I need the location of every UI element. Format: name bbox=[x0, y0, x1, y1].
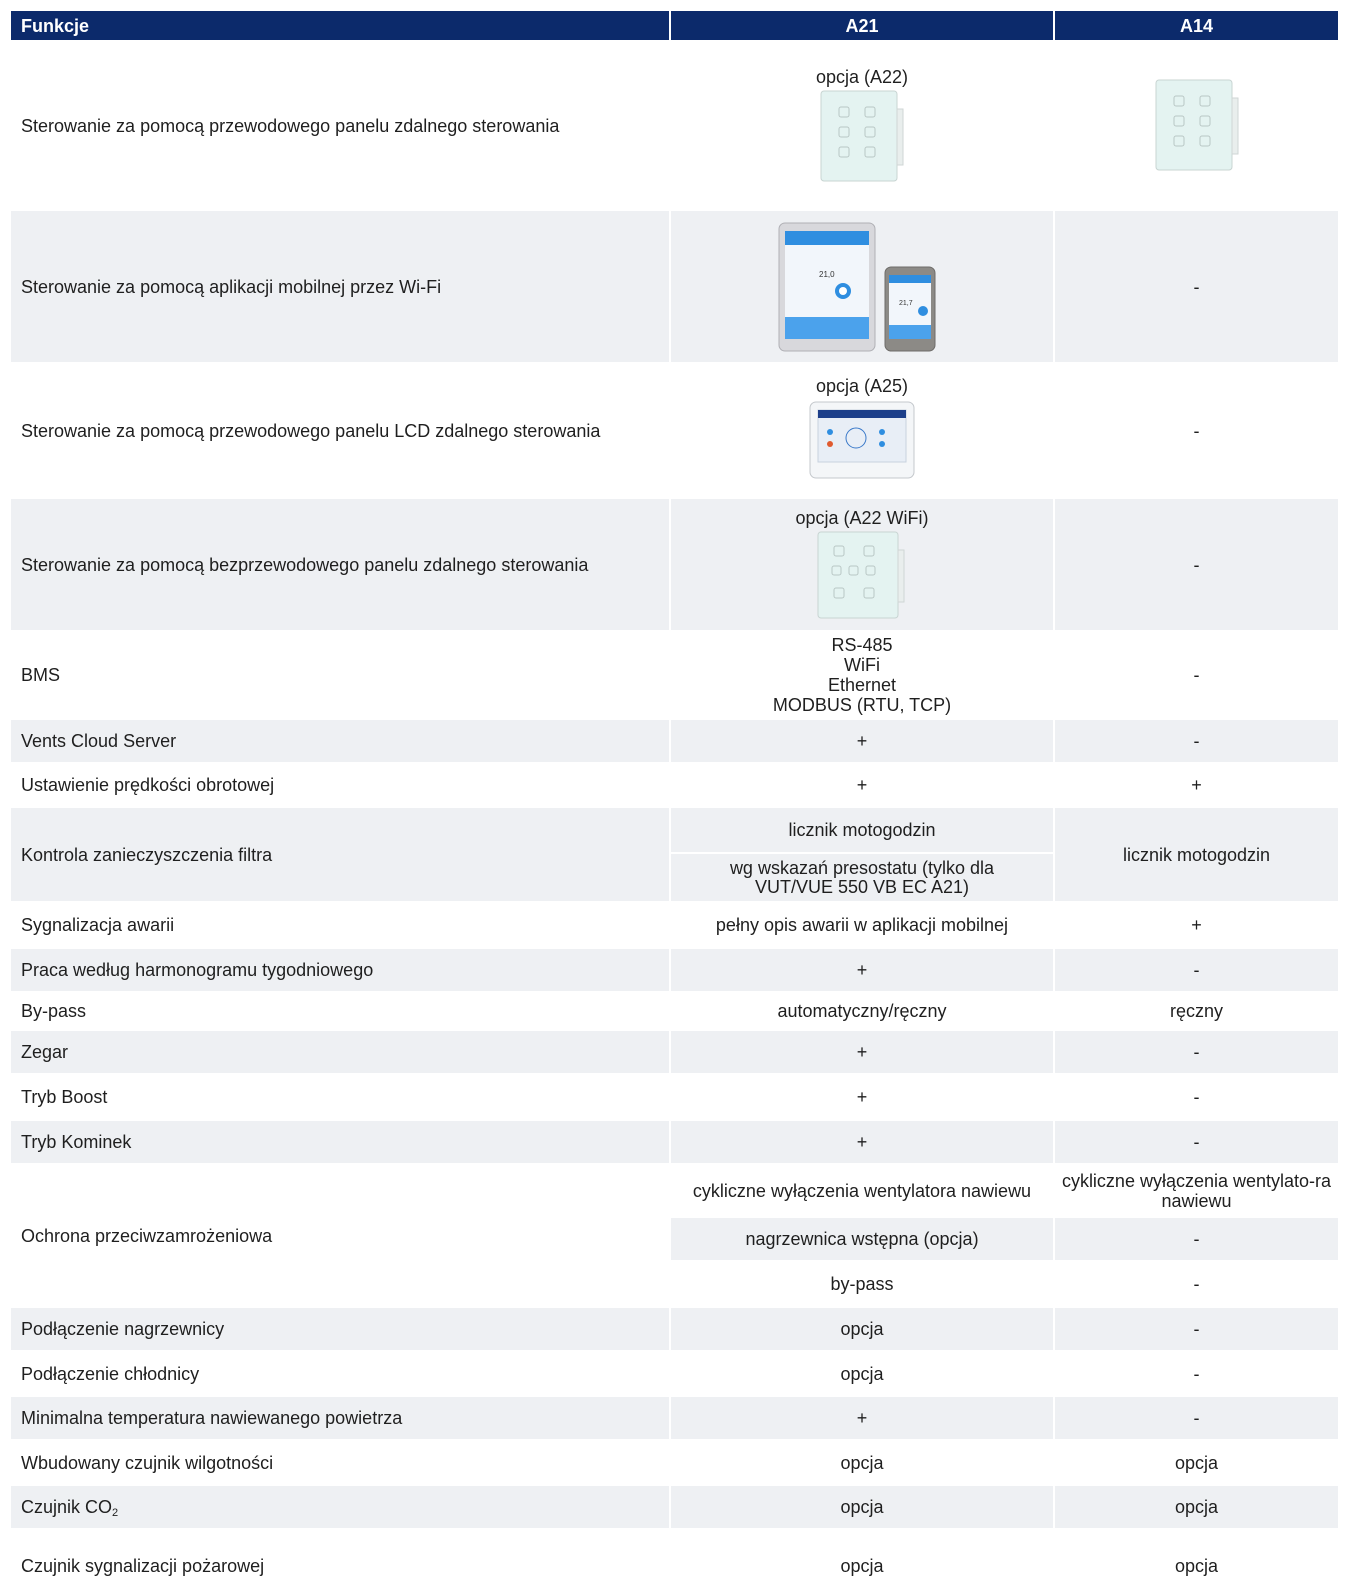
row-a14: ręczny bbox=[1169, 1001, 1223, 1021]
row-a14: - bbox=[1193, 1319, 1200, 1339]
row-a14: - bbox=[1193, 1087, 1200, 1107]
table-row bbox=[11, 1486, 1338, 1528]
row-a14: - bbox=[1193, 276, 1200, 297]
row-a21-part-a: licznik motogodzin bbox=[788, 820, 936, 840]
table-row bbox=[11, 901, 1338, 949]
table-row bbox=[11, 1439, 1338, 1486]
table-row bbox=[11, 949, 1338, 991]
row-a14: - bbox=[1193, 420, 1200, 441]
row-a14: - bbox=[1193, 960, 1200, 980]
table-row bbox=[11, 1528, 1338, 1580]
co2-subscript: 2 bbox=[112, 1507, 119, 1519]
row-a21 bbox=[671, 211, 1053, 362]
row-label: Minimalna temperatura nawiewanego powietrza bbox=[21, 1408, 403, 1428]
row-a21: + bbox=[856, 960, 868, 980]
row-label: Podłączenie nagrzewnicy bbox=[21, 1319, 225, 1339]
row-a21 bbox=[671, 362, 1053, 499]
row-a21: + bbox=[856, 1408, 868, 1428]
row-label: Zegar bbox=[21, 1042, 69, 1062]
row-label: Sterowanie za pomocą bezprzewodowego panelu zdalnego sterowania bbox=[21, 554, 589, 575]
row-label: Sterowanie za pomocą przewodowego panelu zdalnego sterowania bbox=[21, 115, 560, 136]
row-label: Tryb Boost bbox=[21, 1087, 108, 1107]
row-a21: + bbox=[856, 1042, 868, 1062]
row-label: Sygnalizacja awarii bbox=[21, 915, 175, 935]
table-row bbox=[11, 40, 1338, 211]
row-a21: + bbox=[856, 775, 868, 795]
option-caption: opcja (A25) bbox=[815, 375, 909, 396]
phone-temp: 21,7 bbox=[899, 299, 913, 307]
row-label: Kontrola zanieczyszczenia filtra bbox=[21, 844, 273, 865]
row-a14: - bbox=[1193, 1408, 1200, 1428]
row-label: Wbudowany czujnik wilgotności bbox=[21, 1452, 274, 1473]
row-a21: + bbox=[856, 731, 868, 751]
option-caption: opcja (A22 WiFi) bbox=[795, 507, 929, 528]
row-a21: opcja bbox=[840, 1319, 884, 1339]
row-a21: automatyczny/ręczny bbox=[777, 1001, 947, 1021]
row-label: Ochrona przeciwzamrożeniowa bbox=[21, 1225, 273, 1246]
table-header bbox=[11, 11, 1338, 40]
co2-label-text: Czujnik CO bbox=[21, 1497, 113, 1517]
row-a14-part-a: cykliczne wyłączenia wentylato-ra nawiewu bbox=[1061, 1170, 1332, 1211]
lcd-panel-image bbox=[806, 398, 918, 486]
row-a14: licznik motogodzin bbox=[1122, 844, 1271, 865]
row-label: Sterowanie za pomocą przewodowego panelu LCD zdalnego sterowania bbox=[21, 420, 601, 441]
row-label: BMS bbox=[21, 665, 61, 685]
bms-option: Ethernet bbox=[827, 675, 897, 695]
row-label: By-pass bbox=[21, 1001, 87, 1021]
row-a21: + bbox=[856, 1132, 868, 1152]
bms-option: MODBUS (RTU, TCP) bbox=[772, 695, 952, 715]
mobile-app-devices-image bbox=[777, 221, 947, 353]
table-row bbox=[11, 1308, 1338, 1350]
row-label: Podłączenie chłodnicy bbox=[21, 1363, 200, 1384]
wireless-panel-image bbox=[814, 530, 910, 622]
header-functions: Funkcje bbox=[21, 15, 90, 36]
row-label: Praca według harmonogramu tygodniowego bbox=[21, 960, 374, 980]
row-a14: + bbox=[1191, 775, 1202, 795]
wired-panel-image bbox=[817, 89, 907, 185]
row-a14: - bbox=[1193, 1132, 1200, 1152]
table-row bbox=[11, 720, 1338, 762]
table-row bbox=[11, 1121, 1338, 1163]
tablet-temp: 21,0 bbox=[819, 269, 835, 279]
row-label bbox=[11, 1486, 669, 1528]
table-row bbox=[11, 499, 1338, 630]
table-row bbox=[11, 1031, 1338, 1073]
row-a14-part-c: - bbox=[1193, 1274, 1200, 1294]
row-a21-part-a: cykliczne wyłączenia wentylatora nawiewu bbox=[692, 1180, 1032, 1201]
row-a14: - bbox=[1193, 1363, 1200, 1384]
row-a21-part-b: nagrzewnica wstępna (opcja) bbox=[745, 1229, 979, 1249]
row-a21: opcja bbox=[840, 1556, 884, 1576]
table-row bbox=[11, 1073, 1338, 1121]
row-a14: - bbox=[1193, 731, 1200, 751]
row-a14: - bbox=[1193, 1042, 1200, 1062]
row-a21 bbox=[671, 630, 1053, 720]
row-a14: opcja bbox=[1174, 1497, 1219, 1517]
row-a14 bbox=[1055, 40, 1338, 211]
bms-option: RS-485 bbox=[831, 635, 893, 655]
table-row bbox=[11, 1397, 1338, 1439]
row-a21: pełny opis awarii w aplikacji mobilnej bbox=[715, 915, 1009, 935]
table-row bbox=[11, 630, 1338, 720]
row-a21 bbox=[671, 40, 1053, 211]
option-caption: opcja (A22) bbox=[815, 66, 909, 87]
wired-panel-image bbox=[1152, 78, 1242, 174]
row-a14: - bbox=[1193, 554, 1200, 575]
row-a21: opcja bbox=[840, 1452, 884, 1473]
row-a21-part-c: by-pass bbox=[830, 1274, 894, 1294]
table-row bbox=[11, 1350, 1338, 1397]
row-a21-part-b: wg wskazań presostatu (tylko dla VUT/VUE 550 VB EC A21) bbox=[729, 857, 995, 897]
row-a14: - bbox=[1193, 665, 1200, 685]
header-a21: A21 bbox=[845, 15, 879, 36]
bms-option: WiFi bbox=[844, 655, 880, 675]
row-label: Sterowanie za pomocą aplikacji mobilnej przez Wi-Fi bbox=[21, 276, 442, 297]
row-a21 bbox=[671, 499, 1053, 630]
header-a14: A14 bbox=[1179, 15, 1214, 36]
row-a21: opcja bbox=[840, 1363, 884, 1384]
table-row bbox=[11, 362, 1338, 499]
row-a21: + bbox=[856, 1087, 868, 1107]
row-label: Vents Cloud Server bbox=[21, 731, 177, 751]
table-row bbox=[11, 762, 1338, 808]
row-a21: opcja bbox=[840, 1497, 884, 1517]
row-label: Czujnik sygnalizacji pożarowej bbox=[21, 1556, 265, 1576]
row-label: Tryb Kominek bbox=[21, 1132, 132, 1152]
row-a14: + bbox=[1191, 915, 1202, 935]
table-row bbox=[11, 808, 1338, 901]
row-a14: opcja bbox=[1174, 1452, 1219, 1473]
row-a14: opcja bbox=[1174, 1556, 1219, 1576]
row-a14-part-b: - bbox=[1193, 1229, 1200, 1249]
table-row bbox=[11, 991, 1338, 1031]
table-row bbox=[11, 1163, 1338, 1308]
row-label: Ustawienie prędkości obrotowej bbox=[21, 775, 275, 795]
table-row bbox=[11, 211, 1338, 362]
